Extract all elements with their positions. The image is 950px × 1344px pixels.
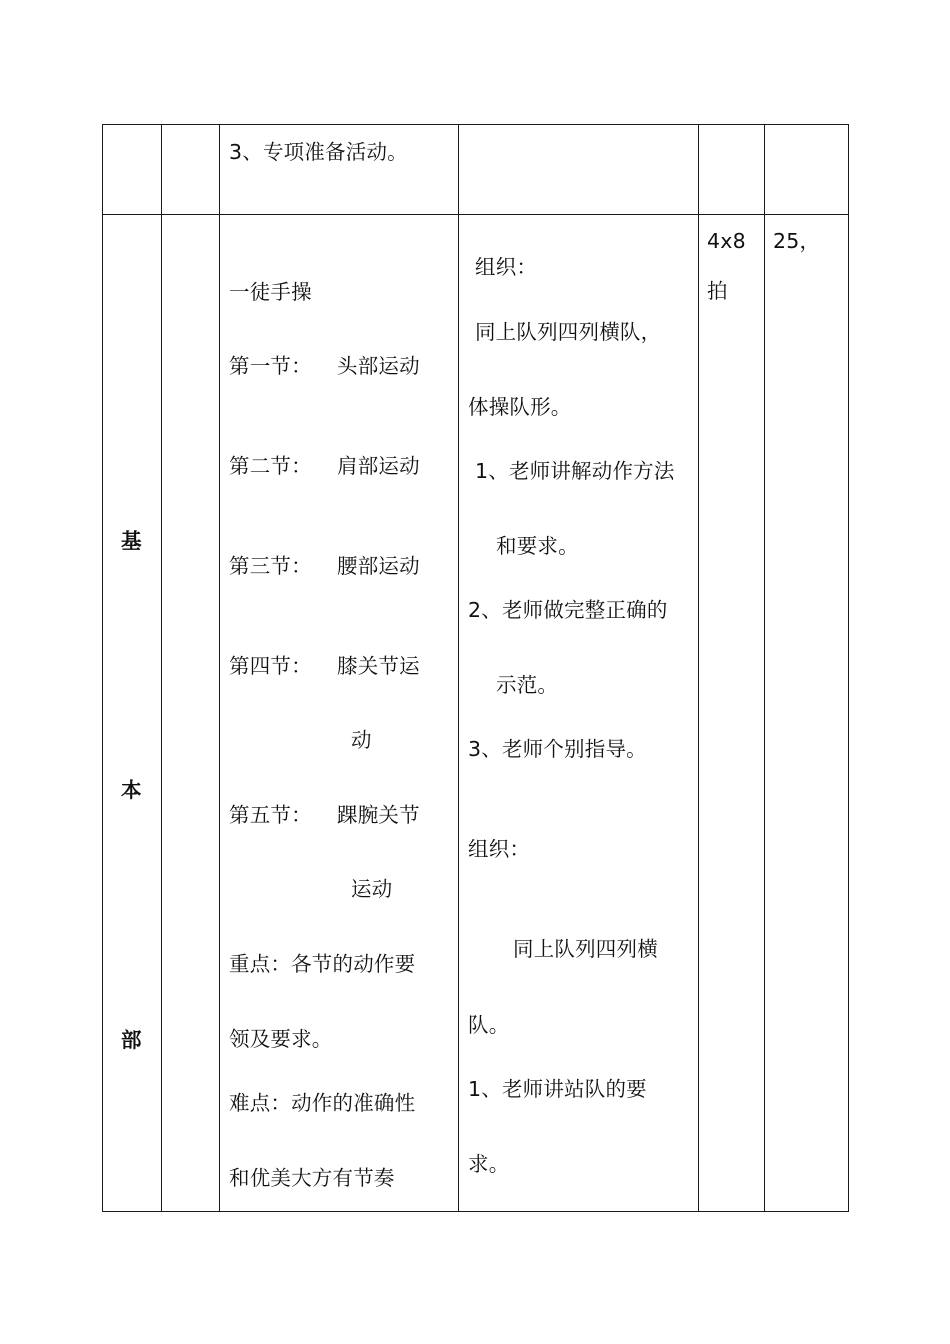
organization-text: 同上队列四列横队， (475, 320, 662, 344)
column-border (219, 124, 220, 1212)
beats-value: 4x8 (707, 229, 746, 253)
column-border (848, 124, 849, 1212)
key-point-text-cont: 领及要求。 (229, 1027, 333, 1051)
section-label-char-2: 本 (121, 778, 142, 802)
section-5-text-cont: 运动 (351, 877, 393, 901)
organization-text-2-cont: 队。 (468, 1013, 510, 1037)
section-1-label: 第一节： (229, 354, 312, 378)
content-heading: 一徒手操 (229, 280, 312, 304)
section-4-text-cont: 动 (351, 728, 372, 752)
difficulty-text-cont: 和优美大方有节奏 (229, 1166, 395, 1190)
method-step-1: 1、老师讲解动作方法 (475, 459, 675, 483)
section-3-label: 第三节： (229, 554, 312, 578)
method-step-4: 1、老师讲站队的要 (468, 1077, 647, 1101)
column-border (161, 124, 162, 1212)
organization-label: 组织： (475, 255, 538, 279)
difficulty-text: 难点：动作的准确性 (229, 1091, 416, 1115)
method-step-2-cont: 示范。 (496, 673, 559, 697)
section-4-text: 膝关节运 (337, 654, 420, 678)
method-step-3: 3、老师个别指导。 (468, 737, 647, 761)
section-2-label: 第二节： (229, 454, 312, 478)
row-divider (102, 214, 849, 215)
organization-text-2: 同上队列四列横 (513, 937, 658, 961)
section-4-label: 第四节： (229, 654, 312, 678)
section-5-label: 第五节： (229, 803, 312, 827)
table-top-border (102, 124, 849, 125)
beats-unit: 拍 (707, 279, 728, 303)
organization-label-2: 组织： (468, 837, 531, 861)
count-value: 25， (773, 229, 821, 253)
column-border (698, 124, 699, 1212)
table-bottom-border (102, 1211, 849, 1212)
row1-content-text: 3、专项准备活动。 (229, 140, 408, 164)
section-1-text: 头部运动 (337, 354, 420, 378)
section-2-text: 肩部运动 (337, 454, 420, 478)
method-step-2: 2、老师做完整正确的 (468, 598, 668, 622)
section-3-text: 腰部运动 (337, 554, 420, 578)
organization-text-cont: 体操队形。 (468, 395, 572, 419)
column-border (764, 124, 765, 1212)
method-step-1-cont: 和要求。 (496, 534, 579, 558)
column-border (102, 124, 103, 1212)
section-5-text: 踝腕关节 (337, 803, 420, 827)
method-step-4-cont: 求。 (468, 1152, 510, 1176)
section-label-char-1: 基 (121, 529, 142, 553)
key-point-text: 重点：各节的动作要 (229, 952, 416, 976)
section-label-char-3: 部 (121, 1028, 142, 1052)
column-border (458, 124, 459, 1212)
